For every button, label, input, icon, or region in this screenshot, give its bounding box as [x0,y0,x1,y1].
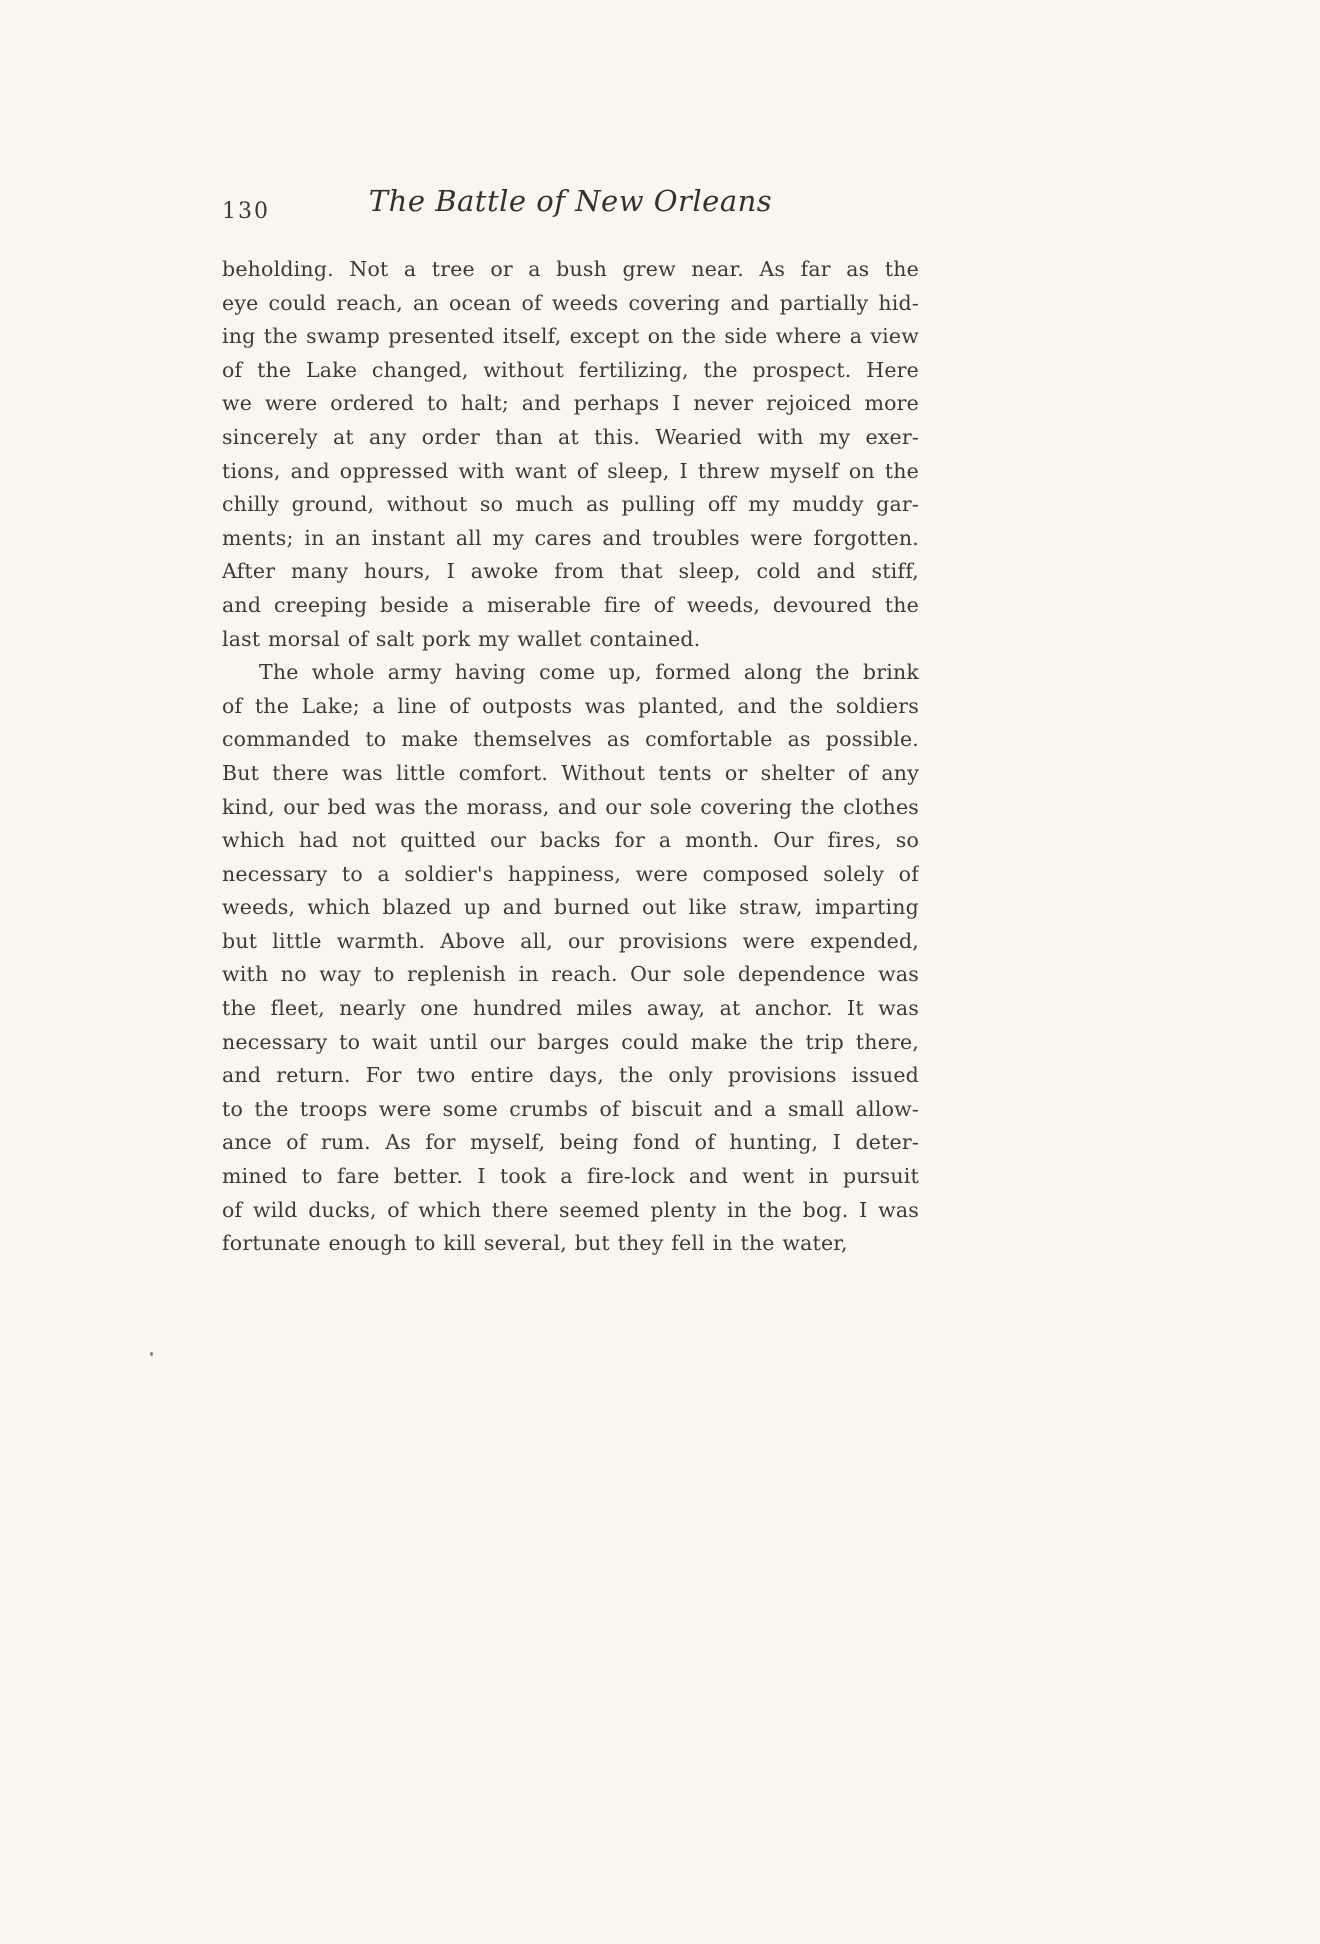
text-line: of the Lake; a line of outposts was planted, and the soldiers [222,693,919,718]
text-line: beholding. Not a tree or a bush grew near. As far as the [222,257,919,281]
text-line: ance of rum. As for myself, being fond of hunting, I deter- [222,1130,919,1155]
text-line: which had not quitted our backs for a month. Our fires, so [222,828,919,853]
text-line: to the troops were some crumbs of biscuit and a small allow- [222,1096,919,1121]
text-line: fortunate enough to kill several, but they fell in the water, [222,1231,848,1256]
page-number: 130 [222,199,270,224]
text-line: kind, our bed was the morass, and our sole covering the clothes [222,794,919,819]
text-line: sincerely at any order than at this. Wearied with my exer- [222,424,919,449]
scan-speck [150,1352,153,1356]
text-line: the fleet, nearly one hundred miles away, at anchor. It was [222,996,919,1021]
text-line: After many hours, I awoke from that sleep, cold and stiff, [222,559,919,584]
text-line: we were ordered to halt; and perhaps I never rejoiced more [222,391,919,416]
text-line: The whole army having come up, formed along the brink [259,660,919,685]
text-line: last morsal of salt pork my wallet contained. [222,626,701,651]
text-line: and return. For two entire days, the only provisions issued [222,1063,919,1088]
paragraph [222,253,919,656]
text-line: eye could reach, an ocean of weeds covering and partially hid- [222,290,919,315]
text-line: necessary to a soldier's happiness, were composed solely of [222,861,919,886]
text-line: with no way to replenish in reach. Our sole dependence was [222,962,919,987]
text-line: weeds, which blazed up and burned out like straw, imparting [222,895,919,920]
paragraph [222,656,919,1261]
text-line: but little warmth. Above all, our provisions were expended, [222,928,919,953]
body-text [222,253,919,1261]
text-line: But there was little comfort. Without tents or shelter of any [222,760,919,785]
text-line: of the Lake changed, without fertilizing, the prospect. Here [222,357,919,382]
text-line: chilly ground, without so much as pulling off my muddy gar- [222,492,919,517]
running-title: The Battle of New Orleans [368,184,773,218]
text-line: tions, and oppressed with want of sleep, I threw myself on the [222,458,919,483]
text-line: and creeping beside a miserable fire of weeds, devoured the [222,592,919,617]
page-header [222,184,919,228]
text-line: ing the swamp presented itself, except on the side where a view [222,324,919,349]
text-line: commanded to make themselves as comfortable as possible. [222,727,919,752]
text-line: of wild ducks, of which there seemed plenty in the bog. I was [222,1197,919,1222]
text-line: necessary to wait until our barges could make the trip there, [222,1029,919,1054]
text-line: mined to fare better. I took a fire-lock and went in pursuit [222,1164,919,1189]
text-line: ments; in an instant all my cares and troubles were forgotten. [222,525,919,550]
